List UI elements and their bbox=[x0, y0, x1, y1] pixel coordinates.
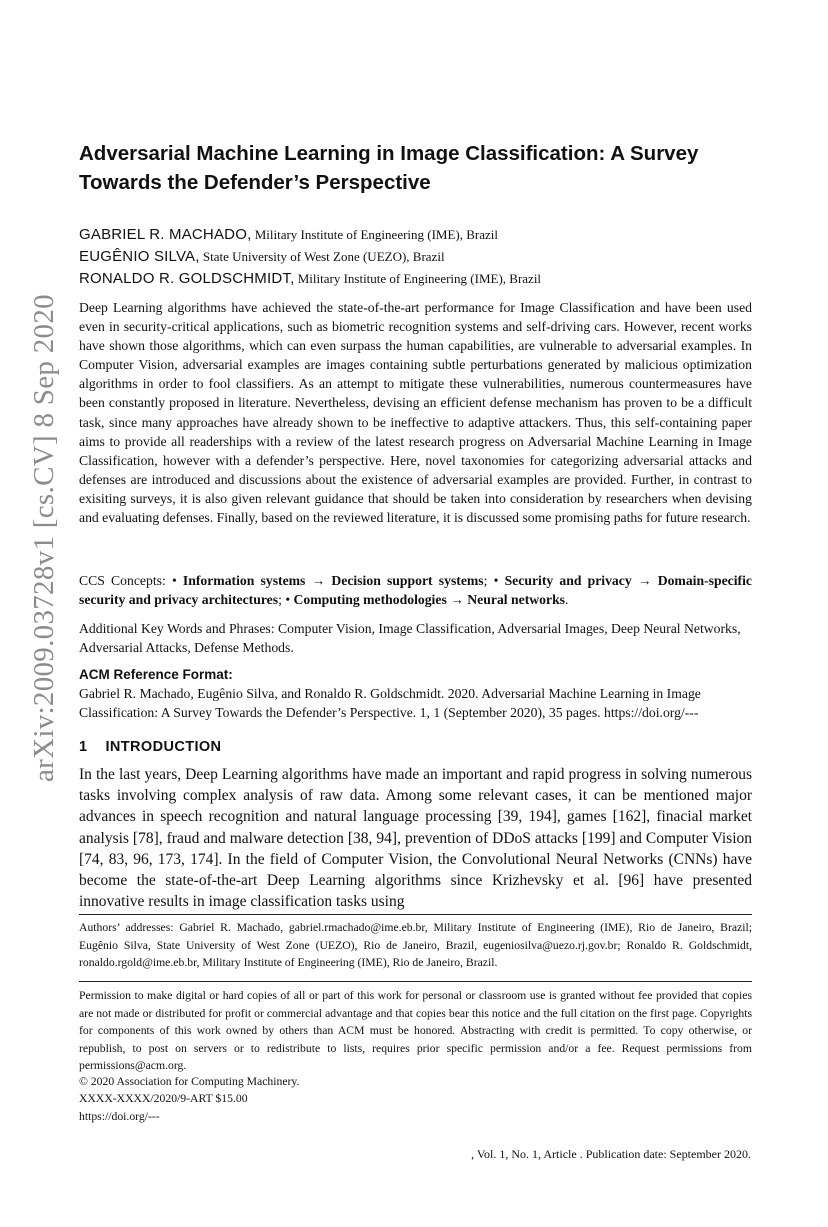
issn-line: XXXX-XXXX/2020/9-ART $15.00 bbox=[79, 1092, 248, 1106]
section-title: INTRODUCTION bbox=[105, 739, 222, 755]
acm-reference-text: Gabriel R. Machado, Eugênio Silva, and Ronaldo R. Goldschmidt. 2020. Adversarial Machine Learning in Image Classification: A Survey Towards the Defender’s Perspective. 1, 1 (September 2020), 35 pages. https://doi.org/--- bbox=[79, 686, 701, 720]
ccs-concept: Computing methodologies → Neural networks bbox=[293, 592, 566, 607]
copyright-line: © 2020 Association for Computing Machinery. bbox=[79, 1075, 300, 1088]
ccs-concepts bbox=[79, 571, 752, 609]
ccs-bullet: • bbox=[285, 592, 294, 607]
author-affiliation: Military Institute of Engineering (IME), Brazil bbox=[294, 271, 542, 286]
keywords: Additional Key Words and Phrases: Computer Vision, Image Classification, Adversarial Images, Deep Neural Networks, Adversarial Attacks, Defense Methods. bbox=[79, 621, 741, 655]
ccs-concept: Information systems → Decision support systems bbox=[182, 573, 484, 588]
author-name: RONALDO R. GOLDSCHMIDT, bbox=[79, 270, 295, 287]
doi-link[interactable]: https://doi.org/--- bbox=[79, 1109, 160, 1123]
ccs-separator: ; bbox=[278, 592, 286, 607]
acm-reference bbox=[79, 665, 752, 722]
author-name: GABRIEL R. MACHADO, bbox=[79, 226, 252, 243]
footnote-divider bbox=[79, 914, 752, 915]
copyright-block bbox=[79, 1073, 299, 1125]
author-entry bbox=[79, 268, 779, 290]
author-entry bbox=[79, 224, 779, 246]
paper-title: Adversarial Machine Learning in Image Classification: A Survey Towards the Defender’s Perspective bbox=[79, 142, 699, 194]
section-number: 1 bbox=[79, 739, 88, 755]
page-footer: , Vol. 1, No. 1, Article . Publication date: September 2020. bbox=[471, 1147, 751, 1161]
ccs-bullet: • bbox=[493, 573, 505, 588]
author-affiliation: State University of West Zone (UEZO), Brazil bbox=[199, 249, 445, 264]
authors-addresses: Authors’ addresses: Gabriel R. Machado, gabriel.rmachado@ime.eb.br, Military Institute of Engineering (IME), Rio de Janeiro, Brazil; Eugênio Silva, State University of West Zone (UEZO), Rio de Janeiro, Brazil, eugeniosilva@uezo.rj.gov.br; Ronaldo R. Goldschmidt, ronaldo.rgold@ime.eb.br, Military Institute of Engineering (IME), Rio de Janeiro, Brazil. bbox=[79, 921, 752, 969]
introduction-paragraph: In the last years, Deep Learning algorithms have made an important and rapid progress in solving numerous tasks involving complex analysis of raw data. Among some relevant cases, it can be mentioned major advances in speech recognition and natural language processing [39, 194], games [162], finacial market analysis [78], fraud and malware detection [38, 94], prevention of DDoS attacks [199] and Computer Vision [74, 83, 96, 173, 174]. In the field of Computer Vision, the Convolutional Neural Networks (CNNs) have become the state-of-the-art Deep Learning algorithms since Krizhevsky et al. [96] have presented innovative results in image classification tasks using bbox=[79, 766, 752, 911]
ccs-separator: ; bbox=[483, 573, 494, 588]
ccs-concept: Security and privacy → Domain-specific security and privacy architectures bbox=[79, 573, 752, 607]
author-name: EUGÊNIO SILVA, bbox=[79, 248, 200, 265]
permission-notice: Permission to make digital or hard copies of all or part of this work for personal or classroom use is granted without fee provided that copies are not made or distributed for profit or commercial advantage and that copies bear this notice and the full citation on the first page. Copyrights for components of this work owned by others than ACM must be honored. Abstracting with credit is permitted. To copy otherwise, or republish, to post on servers or to redistribute to lists, requires prior specific permission and/or a fee. Request permissions from permissions@acm.org. bbox=[79, 989, 752, 1072]
abstract: Deep Learning algorithms have achieved the state-of-the-art performance for Image Classification and have been used even in security-critical applications, such as biometric recognition systems and self-driving cars. However, recent works have shown those algorithms, which can even surpass the human capabilities, are vulnerable to adversarial examples. In Computer Vision, adversarial examples are images containing subtle perturbations generated by malicious optimization algorithms in order to fool classifiers. As an attempt to mitigate these vulnerabilities, numerous countermeasures have been constantly proposed in literature. Nevertheless, devising an efficient defense mechanism has proven to be a difficult task, since many approaches have already shown to be ineffective to adaptive attackers. Thus, this self-containing paper aims to provide all readerships with a review of the latest research progress on Adversarial Machine Learning in Image Classification, however with a defender’s perspective. Here, novel taxonomies for categorizing adversarial attacks and defenses are introduced and discussions about the existence of adversarial examples are provided. Further, in contrast to exisiting surveys, it is also given relevant guidance that should be taken into consideration by researchers when devising and evaluating defenses. Finally, based on the reviewed literature, it is discussed some promising paths for future research. bbox=[79, 300, 752, 526]
ccs-bullet: • bbox=[171, 573, 183, 588]
arxiv-stamp: arXiv:2009.03728v1 [cs.CV] 8 Sep 2020 bbox=[28, 294, 60, 782]
permission-divider bbox=[79, 981, 752, 982]
ccs-separator: . bbox=[565, 592, 569, 607]
author-affiliation: Military Institute of Engineering (IME), Brazil bbox=[251, 227, 499, 242]
author-entry bbox=[79, 246, 779, 268]
author-list bbox=[79, 224, 779, 290]
acm-reference-heading: ACM Reference Format: bbox=[79, 667, 233, 682]
section-heading bbox=[79, 739, 221, 755]
ccs-prefix: CCS Concepts: bbox=[79, 573, 172, 588]
